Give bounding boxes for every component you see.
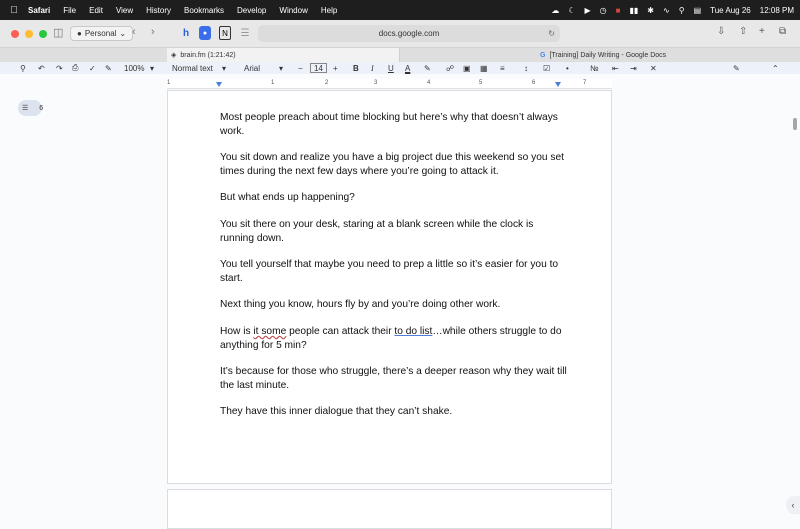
ruler-tick: 1 (167, 80, 171, 86)
next-document-page[interactable] (167, 489, 612, 529)
ruler[interactable] (167, 79, 612, 89)
document-page[interactable] (167, 90, 612, 484)
person-icon: ● (77, 29, 82, 38)
decrease-indent-icon[interactable]: ⇤ (612, 63, 619, 73)
tab-overview-icon[interactable]: ⧉ (779, 26, 787, 37)
bold-button[interactable]: B (353, 63, 359, 73)
new-tab-icon[interactable]: + (759, 26, 765, 37)
sidebar-toggle-icon[interactable]: ◫ (53, 27, 64, 39)
moon-icon[interactable]: ☾ (568, 5, 576, 15)
right-indent-marker[interactable] (555, 82, 561, 87)
side-panel-toggle-icon[interactable]: ‹ (786, 496, 800, 514)
text-run: …while others struggle to do anything for 5 min? (220, 326, 562, 351)
ruler-tick: 4 (427, 80, 431, 86)
menu-bookmarks[interactable]: Bookmarks (184, 5, 225, 15)
bulleted-list-icon[interactable]: • (566, 63, 569, 73)
tab-title: brain.fm (1:21:42) (180, 51, 236, 59)
shield-icon[interactable]: ■ (615, 5, 621, 15)
google-icon: G (540, 51, 546, 59)
increase-font-size-button[interactable]: + (333, 63, 338, 73)
outline-icon: ☰ (22, 105, 29, 112)
image-icon[interactable]: ▦ (480, 63, 488, 73)
apple-menu-icon[interactable] (0, 5, 28, 16)
tab-title: [Training] Daily Writing - Google Docs (549, 51, 667, 59)
tab-brainfm[interactable] (167, 48, 400, 62)
reader-icon[interactable]: ☰ (240, 27, 250, 39)
outline-count: 6 (39, 104, 44, 112)
text-color-button[interactable]: A (405, 63, 411, 73)
menu-help[interactable]: Help (320, 5, 338, 15)
notion-icon[interactable]: N (219, 26, 231, 40)
ruler-tick: 3 (374, 80, 378, 86)
address-text: docs.google.com (378, 29, 440, 38)
font-size-input[interactable]: 14 (310, 63, 327, 73)
zoom-window-button[interactable] (39, 30, 47, 38)
speaker-icon: ◈ (171, 52, 177, 59)
style-select[interactable]: Normal text (172, 63, 213, 73)
menu-view[interactable]: View (115, 5, 134, 15)
close-window-button[interactable] (11, 30, 19, 38)
decrease-font-size-button[interactable]: − (298, 63, 303, 73)
clock-icon[interactable]: ◷ (599, 5, 607, 15)
grammar-suggestion[interactable]: to do list (394, 326, 433, 337)
paragraph[interactable]: But what ends up happening? (220, 192, 355, 203)
editing-mode-icon[interactable]: ✎ (733, 63, 740, 73)
search-icon[interactable]: ⚲ (678, 5, 685, 15)
scrollbar-thumb[interactable] (793, 118, 797, 130)
menu-edit[interactable]: Edit (89, 5, 103, 15)
window-controls (11, 30, 47, 38)
comment-icon[interactable]: ▣ (463, 63, 471, 73)
forward-button[interactable]: › (151, 26, 155, 38)
checklist-icon[interactable]: ☑ (543, 63, 551, 73)
spellcheck-icon[interactable]: ✓ (89, 63, 96, 73)
paragraph[interactable]: Most people preach about time blocking but here’s why that doesn’t always work. (220, 112, 558, 137)
menu-develop[interactable]: Develop (237, 5, 267, 15)
undo-icon[interactable]: ↶ (38, 63, 45, 73)
align-icon[interactable]: ≡ (500, 63, 505, 73)
minimize-window-button[interactable] (25, 30, 33, 38)
menubar-status-area (551, 0, 794, 20)
extension-h-icon[interactable]: h (182, 27, 190, 39)
chevron-down-icon: ⌄ (119, 29, 127, 38)
wifi-icon[interactable]: ∿ (663, 5, 670, 15)
macos-menubar (0, 0, 800, 20)
menu-file[interactable]: File (63, 5, 77, 15)
zoom-select[interactable]: 100% (124, 63, 145, 73)
print-icon[interactable]: ⎙ (72, 63, 79, 72)
profile-name: Personal (84, 29, 117, 38)
tab-google-docs[interactable] (540, 48, 790, 62)
share-icon[interactable]: ⇧ (739, 26, 748, 37)
paragraph[interactable]: It’s because for those who struggle, there’s a deeper reason why they wait till the last minute. (220, 366, 567, 391)
paragraph[interactable]: You sit down and realize you have a big project due this weekend so you set times during the next few days where you’re going to attack it. (220, 152, 564, 177)
ruler-tick: 5 (479, 80, 483, 86)
docs-toolbar (0, 62, 800, 74)
clear-formatting-icon[interactable]: ✕ (650, 63, 657, 73)
ruler-tick: 2 (325, 80, 329, 86)
paragraph[interactable]: They have this inner dialogue that they can’t shake. (220, 406, 453, 417)
highlight-icon[interactable]: ✎ (424, 63, 431, 73)
increase-indent-icon[interactable]: ⇥ (630, 63, 637, 73)
bluetooth-icon[interactable]: ✱ (647, 5, 654, 15)
play-icon[interactable]: ▶ (584, 5, 591, 15)
paragraph[interactable]: Next thing you know, hours fly by and you’re doing other work. (220, 299, 501, 310)
text-run: people can attack their (286, 326, 395, 337)
battery-icon[interactable]: ▮▮ (629, 5, 639, 15)
browser-toolbar (0, 20, 800, 48)
underline-button[interactable]: U (388, 63, 394, 73)
menubar-date[interactable]: Tue Aug 26 (710, 5, 751, 15)
chevron-down-icon: ▾ (222, 63, 227, 73)
back-button[interactable]: ‹ (132, 26, 136, 38)
menu-app-name[interactable]: Safari (28, 5, 51, 15)
redo-icon[interactable]: ↷ (56, 63, 63, 73)
left-indent-marker[interactable] (216, 82, 222, 87)
control-center-icon[interactable]: ▤ (693, 5, 702, 15)
download-icon[interactable]: ⇩ (717, 26, 726, 37)
chevron-down-icon: ▾ (150, 63, 155, 73)
paragraph[interactable]: You sit there on your desk, staring at a blank screen while the clock is running down. (220, 219, 534, 244)
link-icon[interactable]: ☍ (446, 63, 455, 73)
document-outline-button[interactable] (18, 100, 42, 116)
search-menus-icon[interactable]: ⚲ (20, 63, 26, 73)
profile-switcher[interactable] (70, 26, 133, 41)
extension-bluesky-icon[interactable]: ● (199, 26, 211, 40)
chevron-down-icon: ▾ (279, 63, 284, 73)
address-bar[interactable] (258, 25, 560, 42)
paragraph[interactable] (220, 325, 570, 352)
tab-strip (0, 48, 800, 62)
paint-format-icon[interactable]: ✎ (105, 63, 112, 73)
font-select[interactable]: Arial (244, 63, 261, 73)
menu-history[interactable]: History (146, 5, 172, 15)
ruler-tick: 6 (532, 80, 536, 86)
text-run: How is (220, 326, 254, 337)
collapse-menus-icon[interactable]: ⌃ (772, 63, 779, 73)
ruler-tick: 1 (271, 80, 275, 86)
paragraph[interactable]: You tell yourself that maybe you need to prep a little so it’s easier for you to start. (220, 259, 559, 284)
italic-button[interactable]: I (371, 63, 374, 73)
menu-window[interactable]: Window (279, 5, 308, 15)
line-spacing-icon[interactable]: ↕ (524, 63, 528, 73)
ruler-tick: 7 (583, 80, 587, 86)
numbered-list-icon[interactable]: № (590, 63, 599, 73)
reload-icon[interactable]: ↻ (548, 29, 555, 38)
menubar-time[interactable]: 12:08 PM (759, 5, 794, 15)
spelling-suggestion[interactable]: it some (253, 326, 287, 337)
cloud-icon[interactable]: ☁ (551, 5, 560, 15)
